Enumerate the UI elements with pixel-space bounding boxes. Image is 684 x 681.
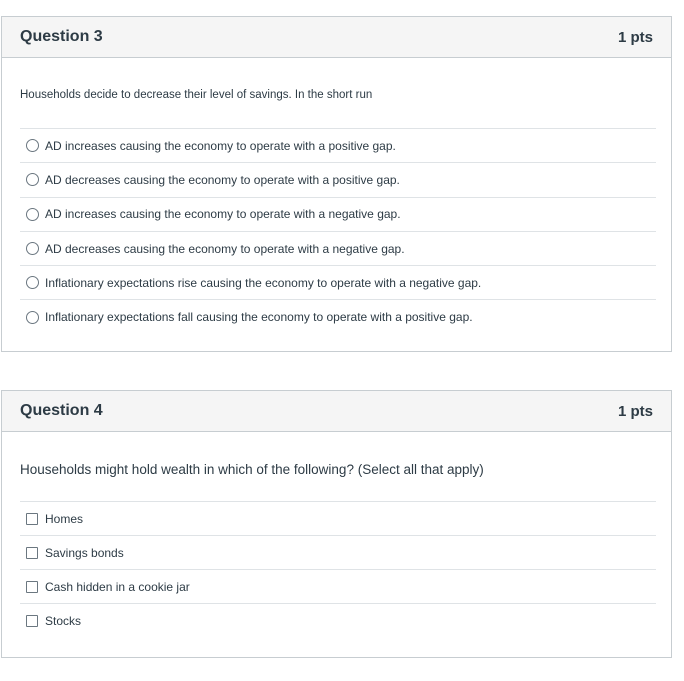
radio-button[interactable] [26, 242, 39, 255]
answer-option[interactable] [20, 501, 656, 535]
checkbox[interactable] [26, 513, 38, 525]
radio-button[interactable] [26, 139, 39, 152]
answer-option[interactable] [20, 603, 656, 637]
answer-label: AD decreases causing the economy to operate with a negative gap. [45, 241, 405, 256]
answer-option[interactable] [20, 231, 656, 265]
answer-label: Savings bonds [45, 545, 124, 560]
radio-button[interactable] [26, 173, 39, 186]
answer-label: Inflationary expectations fall causing the economy to operate with a positive gap. [45, 310, 473, 325]
answer-label: Cash hidden in a cookie jar [45, 579, 190, 594]
question-text: Households decide to decrease their level of savings. In the short run [20, 89, 373, 101]
question-title: Question 4 [20, 402, 103, 419]
checkbox[interactable] [26, 581, 38, 593]
question-4-card [1, 390, 672, 658]
answer-option[interactable] [20, 265, 656, 299]
answer-option[interactable] [20, 569, 656, 603]
question-points: 1 pts [617, 28, 653, 46]
checkbox[interactable] [26, 615, 38, 627]
answer-option[interactable] [20, 299, 656, 333]
question-title: Question 3 [20, 28, 103, 45]
answer-label: AD increases causing the economy to operate with a negative gap. [45, 207, 401, 222]
answer-option[interactable] [20, 535, 656, 569]
answer-label: Homes [45, 511, 84, 526]
question-points: 1 pts [617, 402, 653, 420]
radio-button[interactable] [26, 311, 39, 324]
question-3-card [1, 16, 672, 352]
answer-label: Inflationary expectations rise causing the economy to operate with a negative gap. [45, 275, 482, 290]
answer-label: AD decreases causing the economy to operate with a positive gap. [45, 172, 400, 187]
answer-label: AD increases causing the economy to operate with a positive gap. [45, 138, 396, 153]
checkbox[interactable] [26, 547, 38, 559]
answer-option[interactable] [20, 128, 656, 162]
question-header [2, 17, 671, 58]
question-text: Households might hold wealth in which of the following? (Select all that apply) [20, 462, 484, 477]
answer-option[interactable] [20, 197, 656, 231]
answer-list [20, 501, 656, 637]
answer-option[interactable] [20, 162, 656, 196]
question-header [2, 391, 671, 432]
answer-list [20, 128, 656, 334]
answer-label: Stocks [45, 613, 82, 628]
radio-button[interactable] [26, 276, 39, 289]
radio-button[interactable] [26, 208, 39, 221]
